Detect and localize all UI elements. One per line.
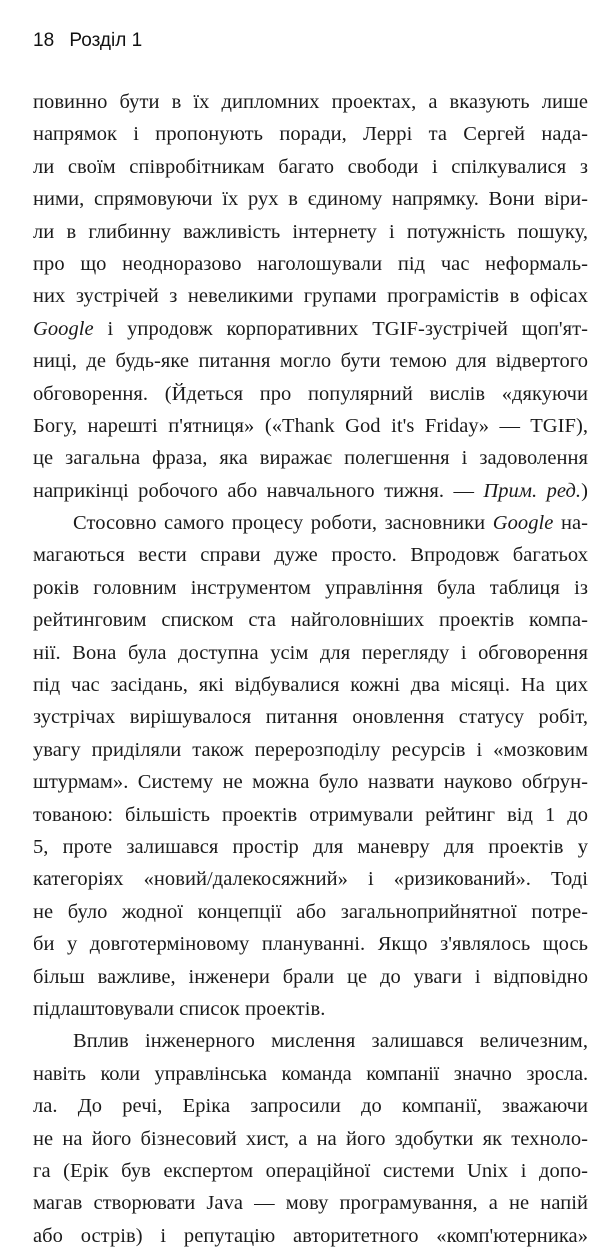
text-line: напрямок і пропонують поради, Леррі та Сергей нада- — [33, 123, 588, 146]
text-line: магаються вести справи дуже просто. Впродовж багатьох — [33, 544, 588, 567]
text-line: про що неодноразово наголошували під час неформаль- — [33, 252, 588, 275]
text-line: повинно бути в їх дипломних проектах, а вказують лише — [33, 91, 588, 113]
text-line: тованою: більшість проектів отримували рейтинг від 1 до — [33, 803, 588, 826]
text-line: це загальна фраза, яка виражає полегшення і задоволення — [33, 447, 588, 470]
page-number: 18 — [33, 30, 55, 51]
text-line: зустрічах вирішувалося питання оновлення статусу робіт, — [33, 706, 588, 729]
text-line: ли в глибинну важливість інтернету і потужність пошуку, — [33, 220, 588, 243]
text-line: Google і упродовж корпоративних TGIF-зустрічей щоп'ят- — [33, 317, 588, 340]
text-line: не було жодної концепції або загальноприйнятної потре- — [33, 900, 588, 923]
text-line: років головним інструментом управління була таблиця із — [33, 576, 588, 599]
text-line: обговорення. (Йдеться про популярний вислів «дякуючи — [33, 382, 588, 405]
running-head — [33, 30, 142, 52]
chapter-title: Розділ 1 — [69, 30, 143, 51]
text-line: не на його бізнесовий хист, а на його здобутки як техноло- — [33, 1127, 588, 1150]
text-line: штурмам». Систему не можна було назвати науково обґрун- — [33, 771, 588, 794]
text-line: рейтинговим списком ста найголовніших проектів компа- — [33, 609, 588, 632]
text-line: під час засідань, які відбувалися кожні два місяці. На цих — [33, 674, 588, 697]
text-line: магав створювати Java — мову програмування, а не напій — [33, 1192, 588, 1215]
text-line: наприкінці робочого або навчального тижня. — Прим. ред.) — [33, 479, 588, 502]
text-line: підлаштовували список проектів. — [33, 997, 326, 1020]
text-line: Вплив інженерного мислення залишався величезним, — [73, 1030, 588, 1053]
text-line: ниці, де будь-яке питання могло бути темою для відвертого — [33, 350, 588, 373]
text-line: нії. Вона була доступна усім для перегляду і обговорення — [33, 641, 588, 664]
text-line: Стосовно самого процесу роботи, засновники Google на- — [73, 512, 588, 535]
text-line: або острів) і репутацію авторитетного «комп'ютерника» — [33, 1224, 588, 1247]
text-line: би у довготерміновому плануванні. Якщо з'являлось щось — [33, 933, 588, 956]
text-line: навіть коли управлінська команда компанії значно зросла. — [33, 1062, 588, 1085]
text-line: категоріях «новий/далекосяжний» і «ризикований». Тоді — [33, 868, 588, 891]
text-line: 5, проте залишався простір для маневру для проектів у — [33, 835, 588, 858]
text-line: ла. До речі, Еріка запросили до компанії, зважаючи — [33, 1095, 588, 1118]
text-line: га (Ерік був експертом операційної системи Unix і допо- — [33, 1159, 588, 1182]
text-line: Богу, нарешті п'ятниця» («Thank God it's Friday» — TGIF), — [33, 414, 588, 437]
text-line: ли своїм співробітникам багато свободи і спілкувалися з — [33, 155, 588, 178]
text-line: більш важливе, інженери брали це до уваги і відповідно — [33, 965, 588, 988]
text-line: увагу приділяли також перерозподілу ресурсів і «мозковим — [33, 738, 588, 761]
text-line: них зустрічей з невеликими групами програмістів в офісах — [33, 285, 588, 308]
body-text — [33, 86, 588, 1252]
text-line: ними, спрямовуючи їх рух в єдиному напрямку. Вони віри- — [33, 188, 588, 211]
